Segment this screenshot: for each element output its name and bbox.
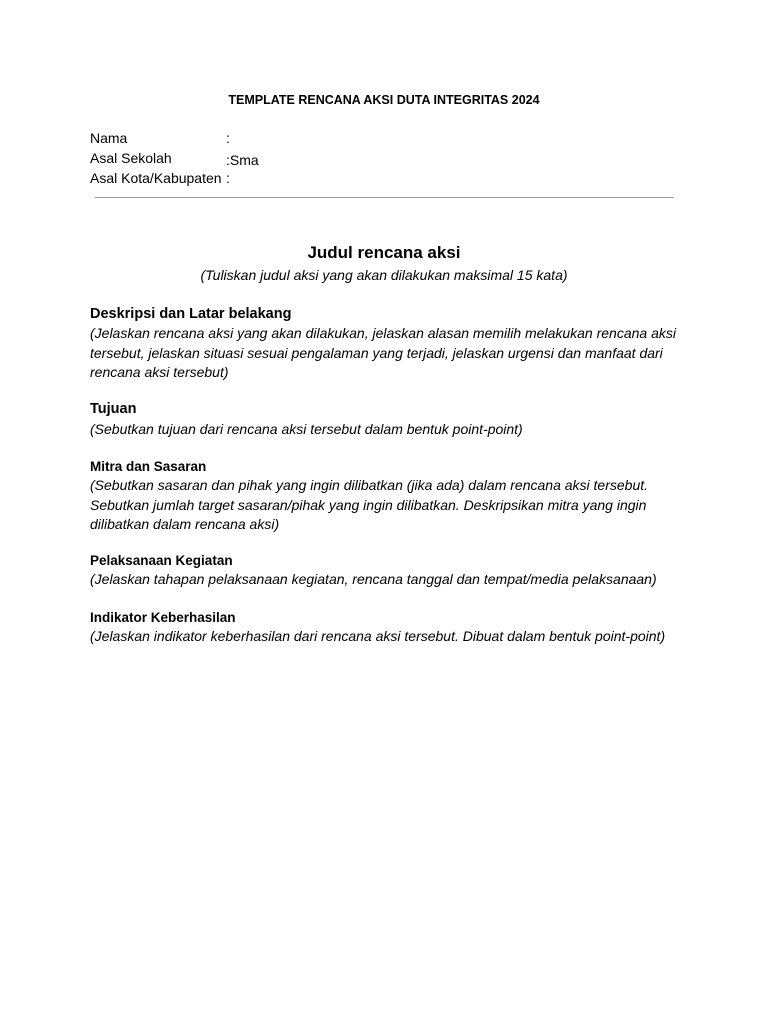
field-row-asal-kota <box>90 170 230 187</box>
body-line: (Sebutkan tujuan dari rencana aksi tersebut dalam bentuk point-point) <box>90 421 523 437</box>
section-heading-indikator: Indikator Keberhasilan <box>90 610 236 625</box>
field-value: : <box>226 170 230 186</box>
field-label: Nama <box>90 130 128 146</box>
document-title: TEMPLATE RENCANA AKSI DUTA INTEGRITAS 2024 <box>228 93 540 107</box>
plan-title: Judul rencana aksi <box>307 243 461 262</box>
section-heading-mitra: Mitra dan Sasaran <box>90 459 207 474</box>
body-line: (Jelaskan rencana aksi yang akan dilakukan, jelaskan alasan memilih melakukan rencana aksi <box>90 325 676 341</box>
section-body-deskripsi <box>90 324 680 383</box>
body-line: tersebut, jelaskan situasi sesuai pengalaman yang terjadi, jelaskan urgensi dan manfaat dari <box>90 344 663 361</box>
body-line: Sebutkan jumlah target sasaran/pihak yang ingin dilibatkan. Deskripsikan mitra yang ingin <box>90 496 647 513</box>
section-body-indikator <box>90 627 680 647</box>
field-value: : <box>226 130 230 146</box>
plan-title-hint: (Tuliskan judul aksi yang akan dilakukan maksimal 15 kata) <box>200 267 568 283</box>
body-line: dilibatkan dalam rencana aksi) <box>90 516 280 532</box>
field-row-asal-sekolah <box>90 150 259 167</box>
field-value: :Sma <box>226 152 259 168</box>
field-row-nama <box>90 130 230 147</box>
section-heading-deskripsi: Deskripsi dan Latar belakang <box>90 306 292 322</box>
field-label: Asal Kota/Kabupaten <box>90 170 222 186</box>
body-line: rencana aksi tersebut) <box>90 364 229 380</box>
field-label: Asal Sekolah <box>90 150 172 166</box>
body-line: (Jelaskan tahapan pelaksanaan kegiatan, rencana tanggal dan tempat/media pelaksanaan) <box>90 571 657 587</box>
body-line: (Sebutkan sasaran dan pihak yang ingin dilibatkan (jika ada) dalam rencana aksi tersebut. <box>90 477 649 493</box>
section-body-pelaksanaan <box>90 570 680 590</box>
section-heading-tujuan: Tujuan <box>90 401 137 417</box>
body-line: (Jelaskan indikator keberhasilan dari rencana aksi tersebut. Dibuat dalam bentuk point-point) <box>90 628 666 644</box>
section-heading-pelaksanaan: Pelaksanaan Kegiatan <box>90 553 233 568</box>
section-body-mitra <box>90 476 680 535</box>
header-divider <box>95 197 674 198</box>
section-body-tujuan <box>90 420 680 440</box>
